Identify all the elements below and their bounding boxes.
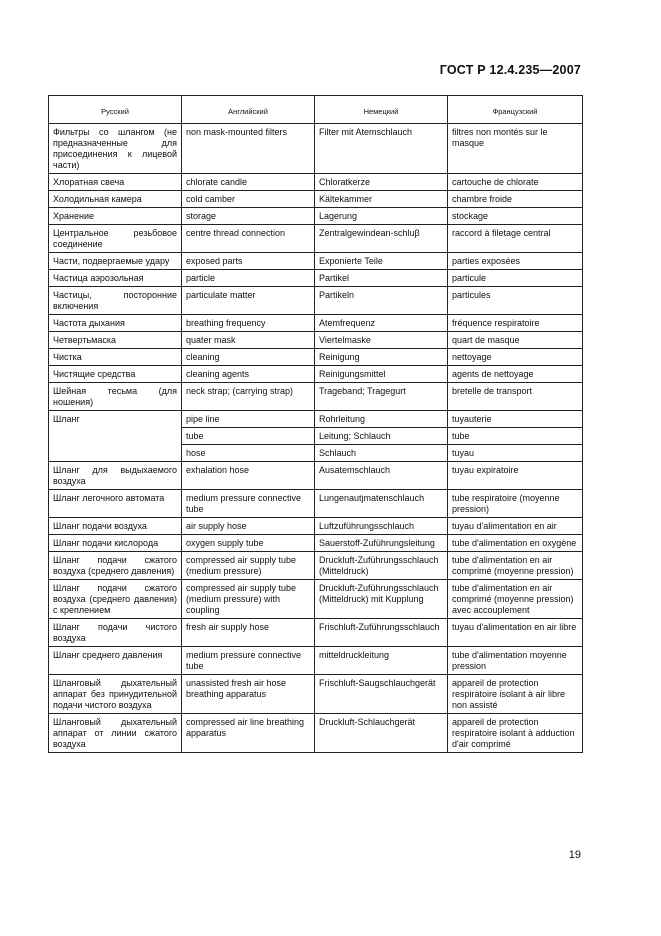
- cell-german: Zentralgewindean-schluβ: [315, 225, 448, 253]
- column-header-russian: Русский: [49, 96, 182, 124]
- cell-english: exposed parts: [182, 253, 315, 270]
- table-row: [49, 552, 583, 580]
- cell-russian: Шланг для выдыхаемого воздуха: [49, 462, 182, 490]
- cell-german: Filter mit Atemschlauch: [315, 124, 448, 174]
- cell-german: Lagerung: [315, 208, 448, 225]
- cell-russian: Шланг подачи чистого воздуха: [49, 619, 182, 647]
- cell-french: stockage: [448, 208, 583, 225]
- cell-english: quater mask: [182, 332, 315, 349]
- table-row: [49, 287, 583, 315]
- cell-french: tube: [448, 428, 583, 445]
- cell-english: breathing frequency: [182, 315, 315, 332]
- cell-russian: Шланговый дыхательный аппарат без принудительной подачи чистого воздуха: [49, 675, 182, 714]
- cell-german: Frischluft-Saugschlauchgerät: [315, 675, 448, 714]
- table-row: [49, 383, 583, 411]
- table-row: [49, 253, 583, 270]
- table-row: [49, 675, 583, 714]
- cell-english: exhalation hose: [182, 462, 315, 490]
- cell-french: tuyau expiratoire: [448, 462, 583, 490]
- cell-english: hose: [182, 445, 315, 462]
- page-number: 19: [568, 849, 581, 861]
- table-row: [49, 366, 583, 383]
- cell-german: Partikeln: [315, 287, 448, 315]
- table-row: [49, 647, 583, 675]
- terms-table: [48, 95, 583, 753]
- cell-russian: Частица аэрозольная: [49, 270, 182, 287]
- cell-german: Ausatemschlauch: [315, 462, 448, 490]
- table-body: [49, 124, 583, 753]
- table-row: [49, 535, 583, 552]
- table-row: [49, 714, 583, 753]
- cell-english: compressed air line breathing apparatus: [182, 714, 315, 753]
- cell-russian: Шланг подачи сжатого воздуха (среднего давления) с креплением: [49, 580, 182, 619]
- cell-french: tuyau: [448, 445, 583, 462]
- cell-german: Viertelmaske: [315, 332, 448, 349]
- cell-german: Lungenautjmatenschlauch: [315, 490, 448, 518]
- cell-french: appareil de protection respiratoire isolant à adduction d'air comprimé: [448, 714, 583, 753]
- cell-french: nettoyage: [448, 349, 583, 366]
- column-header-french: Французский: [448, 96, 583, 124]
- cell-russian: Шланг: [49, 411, 182, 462]
- cell-german: Atemfrequenz: [315, 315, 448, 332]
- cell-german: Reinigungsmittel: [315, 366, 448, 383]
- cell-french: tube d'alimentation moyenne pression: [448, 647, 583, 675]
- cell-english: non mask-mounted filters: [182, 124, 315, 174]
- cell-french: appareil de protection respiratoire isolant à air libre non assisté: [448, 675, 583, 714]
- cell-french: tube d'alimentation en air comprimé (moyenne pression) avec accouplement: [448, 580, 583, 619]
- cell-english: cleaning: [182, 349, 315, 366]
- cell-french: tube d'alimentation en air comprimé (moyenne pression): [448, 552, 583, 580]
- cell-german: Luftzuführungsschlauch: [315, 518, 448, 535]
- table-row: [49, 332, 583, 349]
- cell-french: tube respiratoire (moyenne pression): [448, 490, 583, 518]
- cell-german: Chloratkerze: [315, 174, 448, 191]
- table-row: [49, 490, 583, 518]
- cell-english: fresh air supply hose: [182, 619, 315, 647]
- cell-german: Reinigung: [315, 349, 448, 366]
- column-header-german: Немецкий: [315, 96, 448, 124]
- cell-english: centre thread connection: [182, 225, 315, 253]
- cell-english: cold camber: [182, 191, 315, 208]
- cell-russian: Холодильная камера: [49, 191, 182, 208]
- cell-french: raccord à filetage central: [448, 225, 583, 253]
- table-row: [49, 124, 583, 174]
- table-row: [49, 225, 583, 253]
- cell-german: Druckluft-Zuführungsschlauch (Mitteldruck): [315, 552, 448, 580]
- cell-russian: Части, подвергаемые удару: [49, 253, 182, 270]
- cell-russian: Хлоратная свеча: [49, 174, 182, 191]
- cell-french: chambre froide: [448, 191, 583, 208]
- table-row: [49, 191, 583, 208]
- cell-english: oxygen supply tube: [182, 535, 315, 552]
- cell-german: Schlauch: [315, 445, 448, 462]
- cell-russian: Четвертьмаска: [49, 332, 182, 349]
- standard-header: ГОСТ Р 12.4.235—2007: [439, 63, 581, 77]
- cell-german: Trageband; Tragegurt: [315, 383, 448, 411]
- cell-french: particule: [448, 270, 583, 287]
- table-row: [49, 518, 583, 535]
- cell-russian: Чистка: [49, 349, 182, 366]
- cell-english: cleaning agents: [182, 366, 315, 383]
- cell-russian: Шейная тесьма (для ношения): [49, 383, 182, 411]
- cell-russian: Шланг среднего давления: [49, 647, 182, 675]
- cell-english: compressed air supply tube (medium pressure): [182, 552, 315, 580]
- cell-french: bretelle de transport: [448, 383, 583, 411]
- table-row: [49, 619, 583, 647]
- table-row: [49, 580, 583, 619]
- cell-english: particulate matter: [182, 287, 315, 315]
- table-row: [49, 462, 583, 490]
- cell-english: medium pressure connective tube: [182, 490, 315, 518]
- cell-russian: Чистящие средства: [49, 366, 182, 383]
- terms-table-container: [48, 95, 582, 753]
- cell-russian: Центральное резьбовое соединение: [49, 225, 182, 253]
- cell-french: filtres non montés sur le masque: [448, 124, 583, 174]
- cell-russian: Шланговый дыхательный аппарат от линии сжатого воздуха: [49, 714, 182, 753]
- cell-german: Kältekammer: [315, 191, 448, 208]
- cell-german: Leitung; Schlauch: [315, 428, 448, 445]
- cell-french: particules: [448, 287, 583, 315]
- cell-french: tuyau d'alimentation en air libre: [448, 619, 583, 647]
- cell-english: medium pressure connective tube: [182, 647, 315, 675]
- table-row: [49, 270, 583, 287]
- cell-english: compressed air supply tube (medium pressure) with coupling: [182, 580, 315, 619]
- cell-french: tuyauterie: [448, 411, 583, 428]
- table-header-row: [49, 96, 583, 124]
- cell-english: particle: [182, 270, 315, 287]
- cell-german: Exponierte Teile: [315, 253, 448, 270]
- cell-russian: Шланг подачи сжатого воздуха (среднего давления): [49, 552, 182, 580]
- cell-english: chlorate candle: [182, 174, 315, 191]
- cell-russian: Шланг подачи кислорода: [49, 535, 182, 552]
- table-header: [49, 96, 583, 124]
- cell-german: Sauerstoff-Zuführungsleitung: [315, 535, 448, 552]
- cell-english: unassisted fresh air hose breathing apparatus: [182, 675, 315, 714]
- cell-german: Frischluft-Zuführungsschlauch: [315, 619, 448, 647]
- table-row: [49, 174, 583, 191]
- cell-english: tube: [182, 428, 315, 445]
- cell-russian: Шланг легочного автомата: [49, 490, 182, 518]
- cell-german: Druckluft-Schlauchgerät: [315, 714, 448, 753]
- cell-german: mitteldruckleitung: [315, 647, 448, 675]
- cell-russian: Частицы, посторонние включения: [49, 287, 182, 315]
- table-row: [49, 349, 583, 366]
- cell-russian: Шланг подачи воздуха: [49, 518, 182, 535]
- cell-german: Druckluft-Zuführungsschlauch (Mitteldruck) mit Kupplung: [315, 580, 448, 619]
- cell-russian: Хранение: [49, 208, 182, 225]
- cell-english: storage: [182, 208, 315, 225]
- cell-french: fréquence respiratoire: [448, 315, 583, 332]
- cell-french: tuyau d'alimentation en air: [448, 518, 583, 535]
- cell-german: Rohrleitung: [315, 411, 448, 428]
- cell-french: agents de nettoyage: [448, 366, 583, 383]
- cell-french: tube d'alimentation en oxygène: [448, 535, 583, 552]
- table-row: [49, 411, 583, 428]
- cell-english: neck strap; (carrying strap): [182, 383, 315, 411]
- table-row: [49, 315, 583, 332]
- cell-english: pipe line: [182, 411, 315, 428]
- cell-english: air supply hose: [182, 518, 315, 535]
- cell-german: Partikel: [315, 270, 448, 287]
- cell-russian: Частота дыхания: [49, 315, 182, 332]
- table-row: [49, 208, 583, 225]
- cell-french: parties exposées: [448, 253, 583, 270]
- cell-french: cartouche de chlorate: [448, 174, 583, 191]
- cell-russian: Фильтры со шлангом (не предназначенные для присоединения к лицевой части): [49, 124, 182, 174]
- cell-french: quart de masque: [448, 332, 583, 349]
- column-header-english: Английский: [182, 96, 315, 124]
